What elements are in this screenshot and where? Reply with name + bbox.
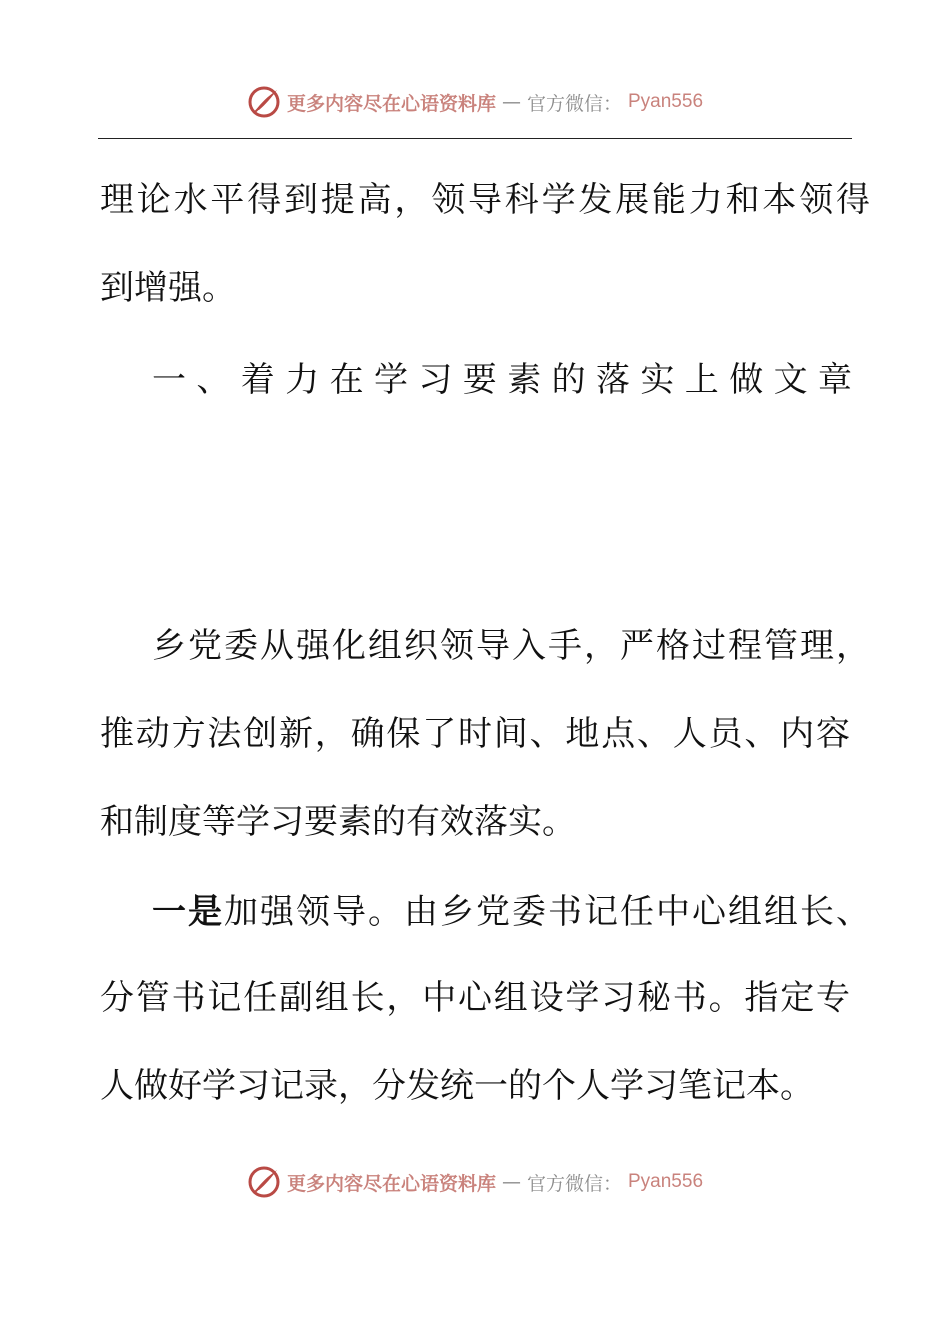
brand-separator: — <box>501 1171 521 1193</box>
brand-wechat-label: 官方微信： <box>526 1172 622 1195</box>
header-divider <box>98 138 852 139</box>
quill-logo-icon <box>247 1165 281 1199</box>
quill-logo-icon <box>247 85 281 119</box>
paragraph-2-line-1: 乡党委从强化组织领导入手，严格过程管理， <box>152 626 870 666</box>
paragraph-2-line-3: 和制度等学习要素的有效落实。 <box>100 802 576 842</box>
header-brand <box>0 82 950 122</box>
section-heading: 一、着力在学习要素的落实上做文章 <box>152 360 852 400</box>
paragraph-3-lead: 一是 <box>152 892 224 932</box>
brand-separator: — <box>501 91 521 113</box>
footer-brand <box>0 1162 950 1202</box>
paragraph-3-line-1 <box>152 890 870 934</box>
paragraph-3-line-3: 人做好学习记录，分发统一的个人学习笔记本。 <box>100 1066 814 1106</box>
brand-title: 更多内容尽在心语资料库 <box>286 1172 496 1195</box>
paragraph-3-line-1-rest: 加强领导。由乡党委书记任中心组组长、 <box>224 892 870 932</box>
paragraph-1-line-1: 理论水平得到提高，领导科学发展能力和本领得 <box>100 180 870 220</box>
paragraph-2-line-2: 推动方法创新，确保了时间、地点、人员、内容 <box>100 714 850 754</box>
brand-wechat-id: Pyan556 <box>628 91 704 112</box>
brand-wechat-label: 官方微信： <box>526 92 622 115</box>
brand-title: 更多内容尽在心语资料库 <box>286 92 496 115</box>
brand-wechat-id: Pyan556 <box>628 1171 704 1192</box>
paragraph-3-line-2: 分管书记任副组长，中心组设学习秘书。指定专 <box>100 978 850 1018</box>
paragraph-1-line-2: 到增强。 <box>100 268 236 308</box>
